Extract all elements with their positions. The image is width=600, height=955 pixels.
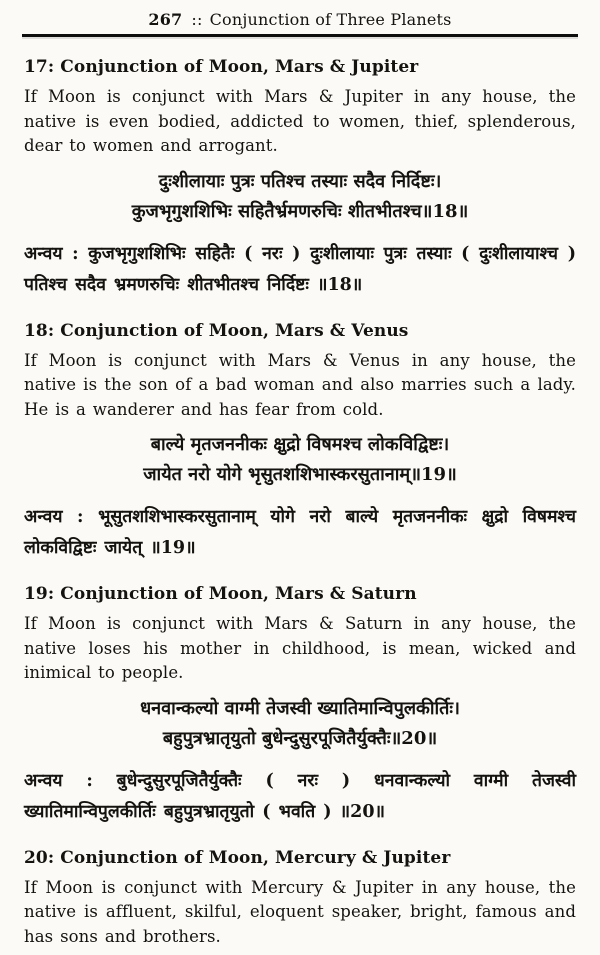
sanskrit-verse (24, 694, 576, 754)
section-17 (24, 57, 576, 301)
section-heading: 20: Conjunction of Moon, Mercury & Jupiter (24, 847, 451, 868)
sanskrit-verse (24, 167, 576, 227)
page-number: 267 (148, 10, 183, 29)
section-body: If Moon is conjunct with Mars & Saturn in any house, the native loses his mother in childhood, is mean, wicked and inimical to people. (24, 614, 576, 682)
section-heading: 19: Conjunction of Moon, Mars & Saturn (24, 584, 417, 604)
section-heading: 17: Conjunction of Moon, Mars & Jupiter (24, 57, 419, 77)
anvaya-text: अन्वय : कुजभृगुशशिभिः सहितैः ( नरः ) दुःशीलायाः पुत्रः तस्याः ( दुःशीलायाश्च ) पतिश्च सदैव भ्रमणरुचिः शीतभीतश्च निर्दिष्टः ॥18॥ (24, 243, 576, 295)
section-18 (24, 321, 576, 565)
section-heading: 18: Conjunction of Moon, Mars & Venus (24, 320, 409, 341)
running-title: Conjunction of Three Planets (209, 10, 452, 29)
verse-line: बाल्ये मृतजननीकः क्षुद्रो विषमश्च लोकविद्विष्टः। (150, 434, 450, 455)
verse-line: जायेत नरो योगे भृसुतशशिभास्करसुतानाम्॥19॥ (143, 464, 457, 485)
verse-line: कुजभृगुशशिभिः सहितैर्भ्रमणरुचिः शीतभीतश्च॥18॥ (131, 200, 469, 222)
sanskrit-verse (24, 430, 576, 490)
verse-line: बहुपुत्रभ्रातृयुतो बुधेन्दुसुरपूजितैर्युक्तैः॥20॥ (162, 727, 438, 749)
verse-line: दुःशीलायाः पुत्रः पतिश्च तस्याः सदैव निर्दिष्टः। (158, 170, 442, 192)
section-20 (24, 848, 576, 950)
anvaya-text: अन्वय : बुधेन्दुसुरपूजितैर्युक्तैः ( नरः ) धनवान्कल्यो वाग्मी तेजस्वी ख्यातिमान्विपुलकीर्तिः बहुपुत्रभ्रातृयुतो ( भवति ) ॥20॥ (24, 770, 576, 822)
page-header (24, 9, 576, 30)
verse-line: धनवान्कल्यो वाग्मी तेजस्वी ख्यातिमान्विपुलकीर्तिः। (140, 697, 460, 719)
header-rule (22, 34, 578, 37)
section-body: If Moon is conjunct with Mars & Venus in any house, the native is the son of a bad woman and also marries such a lady. He is a wanderer and has fear from cold. (24, 350, 576, 419)
section-19 (24, 584, 576, 828)
section-body: If Moon is conjunct with Mercury & Jupiter in any house, the native is affluent, skilful, eloquent speaker, bright, famous and has sons and brothers. (24, 877, 576, 946)
section-body: If Moon is conjunct with Mars & Jupiter in any house, the native is even bodied, addicted to women, thief, splenderous, dear to women and arrogant. (24, 87, 576, 155)
header-separator: :: (191, 10, 203, 29)
anvaya-text: अन्वय : भूसुतशशिभास्करसुतानाम् योगे नरो बाल्ये मृतजननीकः क्षुद्रो विषमश्च लोकविद्विष्टः जायेत् ॥19॥ (24, 507, 576, 558)
